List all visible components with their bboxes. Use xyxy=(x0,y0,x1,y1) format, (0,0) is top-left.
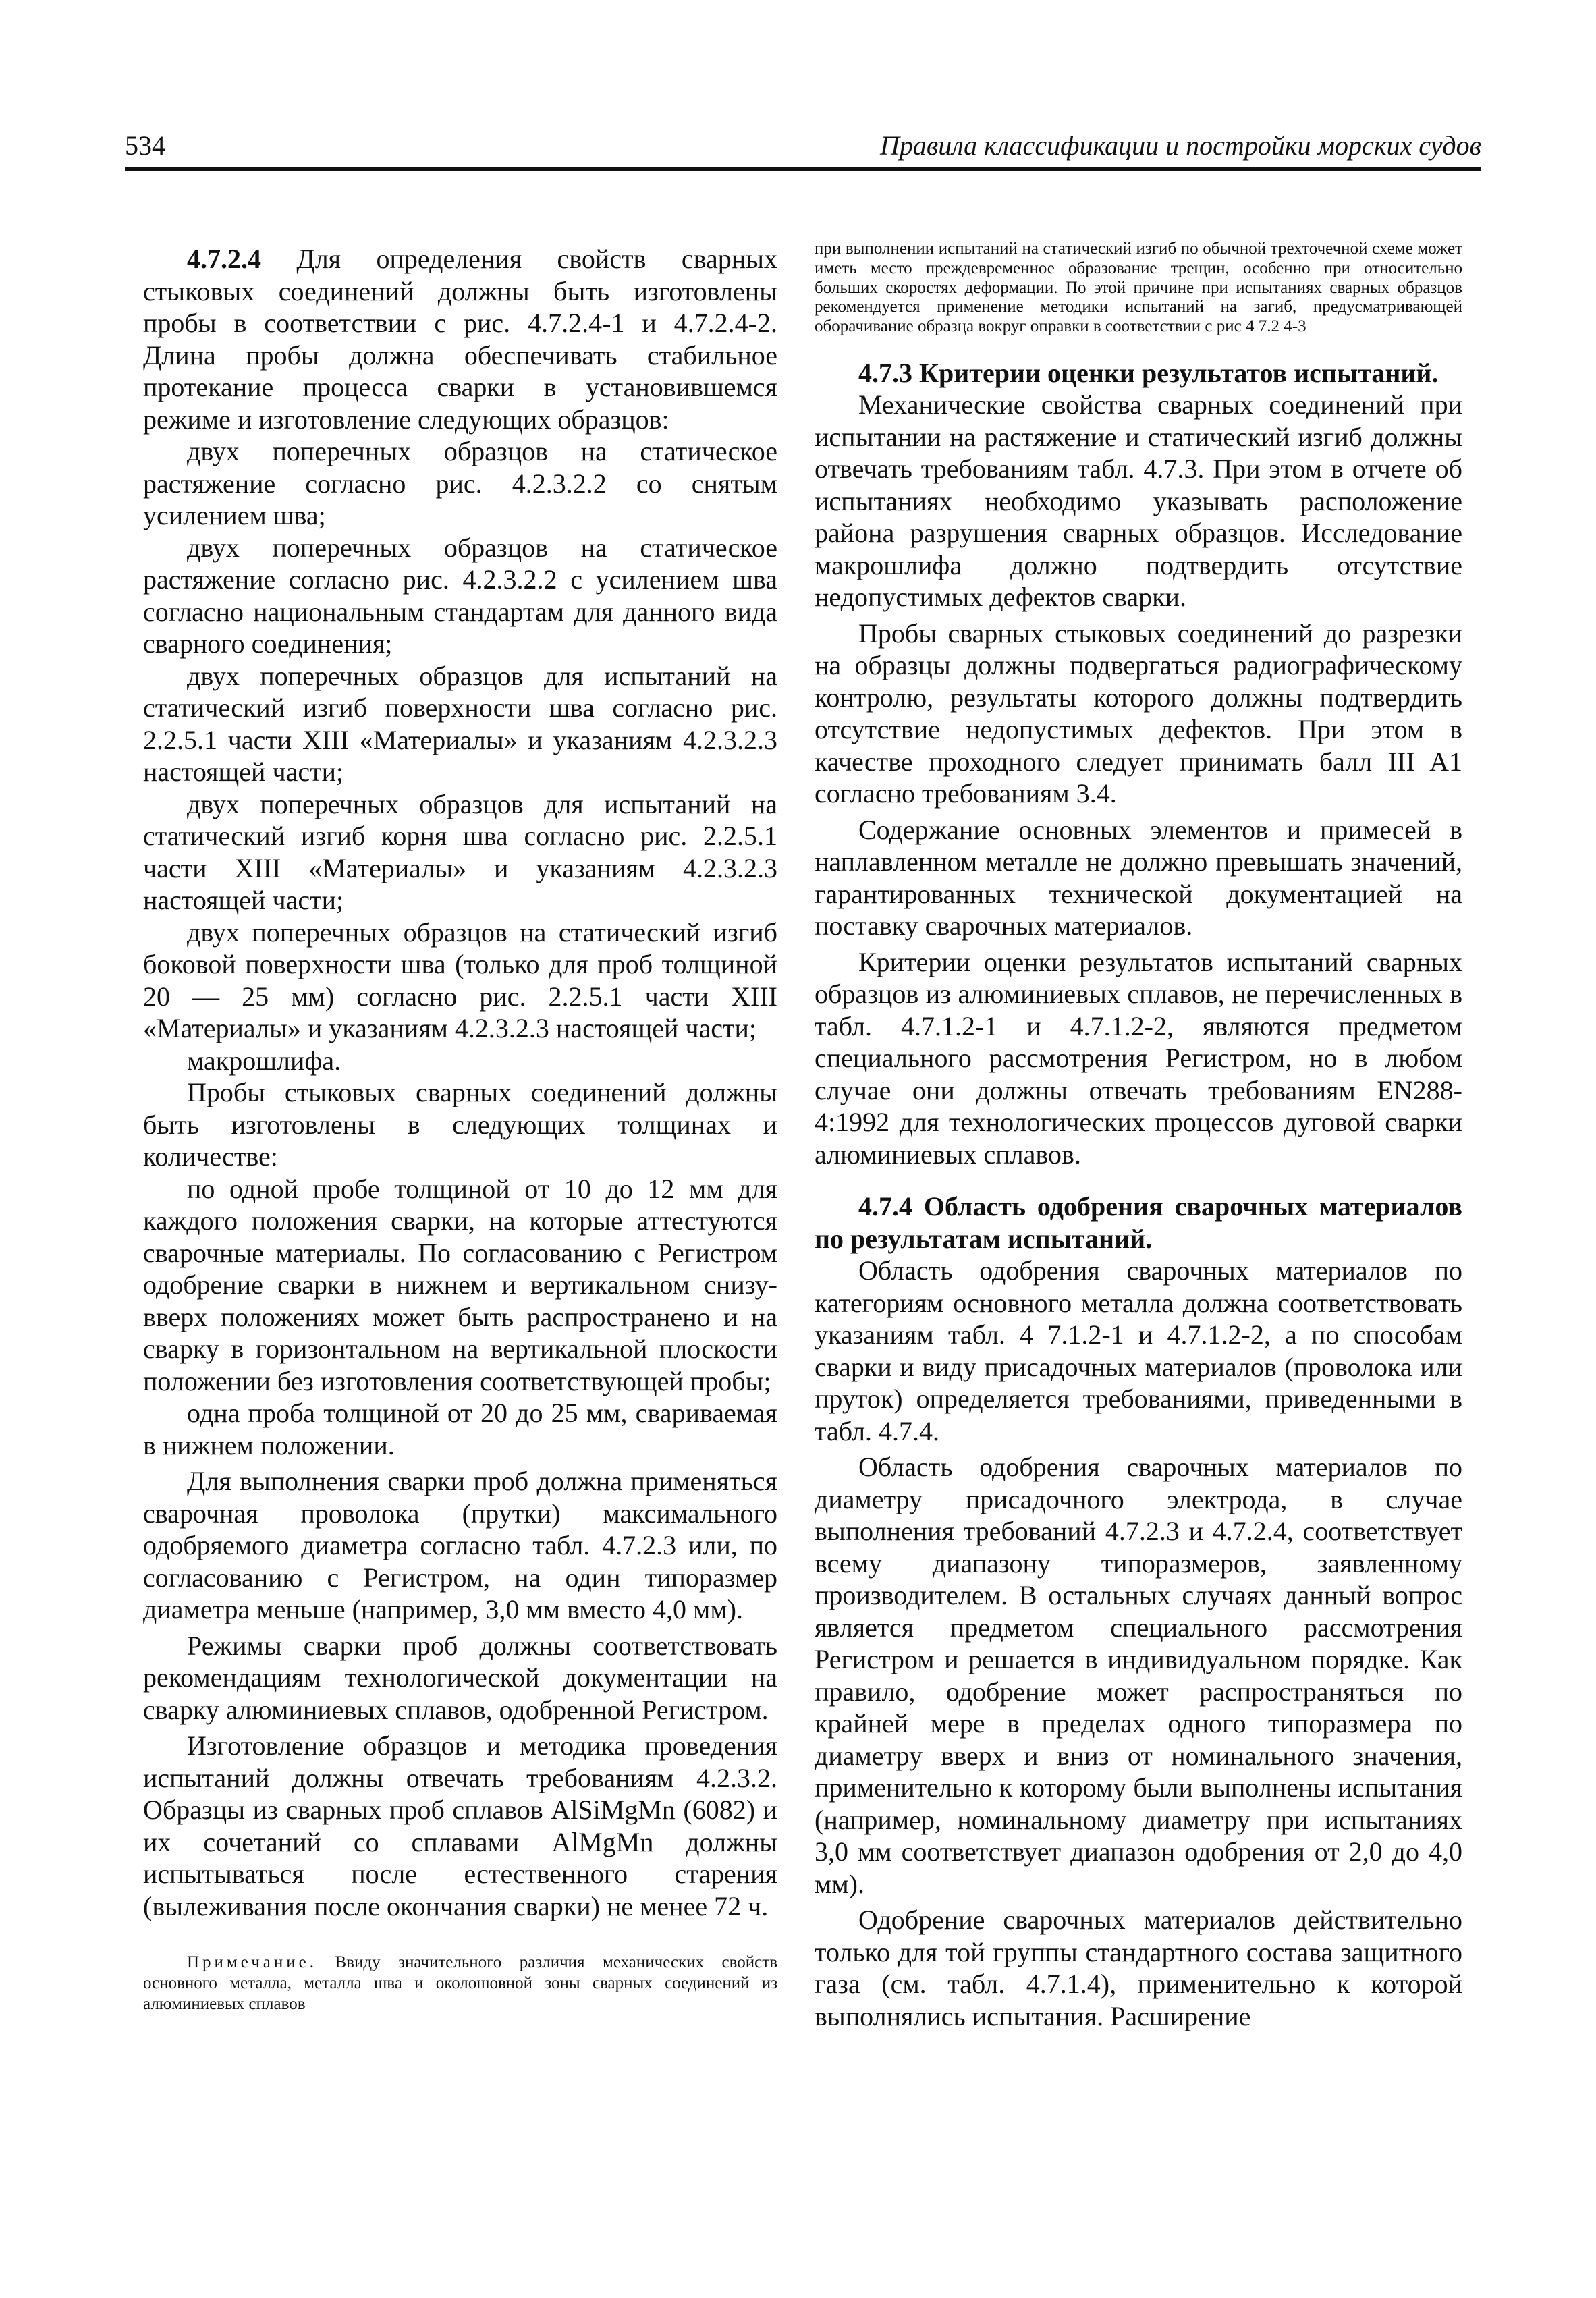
page-number: 534 xyxy=(125,130,165,161)
right-column xyxy=(815,240,1462,2032)
list-item: двух поперечных образцов на статическое растяжение согласно рис. 4.2.3.2.2 со снятым усилением шва; xyxy=(143,436,777,530)
paragraph: Одобрение сварочных материалов действительно только для той группы стандартного состава защитного газа (см. табл. 4.7.1.4), применительно к которой выполнялись испытания. Расширение xyxy=(815,1905,1462,2031)
paragraph: Содержание основных элементов и примесей в наплавленном металле не должно превышать значений, гарантированных технической документацией на поставку сварочных материалов. xyxy=(815,814,1462,941)
left-column xyxy=(143,243,777,2015)
paragraph: Изготовление образцов и методика проведения испытаний должны отвечать требованиям 4.2.3.2. Образцы из сварных проб сплавов AlSiMgMn (6082) и их сочетаний со сплавами AlMgMn должны испытываться после естественного старения (вылеживания после окончания сварки) не менее 72 ч. xyxy=(143,1730,777,1921)
paragraph: Режимы сварки проб должны соответствовать рекомендациям технологической документации на сварку алюминиевых сплавов, одобренной Регистром. xyxy=(143,1630,777,1725)
list-item: макрошлифа. xyxy=(187,1045,341,1076)
section-heading-4-7-4: 4.7.4 Область одобрения сварочных материалов по результатам испытаний. xyxy=(815,1191,1462,1254)
paragraph: Пробы стыковых сварных соединений должны быть изготовлены в следующих толщинах и количестве: xyxy=(143,1077,777,1172)
header-rule xyxy=(125,167,1481,171)
list-item: двух поперечных образцов для испытаний на статический изгиб корня шва согласно рис. 2.2.5.1 части XIII «Материалы» и указаниям 4.2.3.2.3 настоящей части; xyxy=(143,788,777,915)
section-number: 4.7.2.4 xyxy=(187,244,261,274)
paragraph: Область одобрения сварочных материалов по диаметру присадочного электрода, в случае выполнения требований 4.7.2.3 и 4.7.2.4, соответствует всему диапазону типоразмеров, заявленному производителем. В остальных случаях данный вопрос является предметом специального рассмотрения Регистром и решается в индивидуальном порядке. Как правило, одобрение может распространяться по крайней мере в пределах одного типоразмера по диаметру вверх и вниз от номинального значения, применительно к которому были выполнены испытания (например, номинальному диаметру при испытаниях 3,0 мм соответствует диапазон одобрения от 2,0 до 4,0 мм). xyxy=(815,1452,1462,1899)
list-item: двух поперечных образцов на статический изгиб боковой поверхности шва (только для проб толщиной 20 — 25 мм) согласно рис. 2.2.5.1 части XIII «Материалы» и указаниям 4.2.3.2.3 настоящей части; xyxy=(143,917,777,1043)
note-label: Примечание. xyxy=(187,1953,318,1971)
note-continuation: при выполнении испытаний на статический изгиб по обычной трехточечной схеме может иметь место преждевременное образование трещин, особенно при относительно больших скоростях деформации. По этой причине при испытаниях сварных образцов рекомендуется применение методики испытаний на загиб, предусматривающей оборачивание образца вокруг оправки в соответствии с рис 4 7.2 4-3 xyxy=(815,240,1462,336)
paragraph: Для выполнения сварки проб должна применяться сварочная проволока (прутки) максимального одобряемого диаметра согласно табл. 4.7.2.3 или, по согласованию с Регистром, на один типоразмер диаметра меньше (например, 3,0 мм вместо 4,0 мм). xyxy=(143,1466,777,1624)
note: Примечание. Ввиду значительного различия механических свойств основного металла, металла шва и околошовной зоны сварных соединений из алюминиевых сплавов xyxy=(143,1953,777,2013)
section-heading-4-7-3: 4.7.3 Критерии оценки результатов испытаний. xyxy=(858,357,1439,388)
paragraph: Пробы сварных стыковых соединений до разрезки на образцы должны подвергаться радиографическому контролю, результаты которого должны подтвердить отсутствие недопустимых дефектов. При этом в качестве проходного следует принимать балл III A1 согласно требованиям 3.4. xyxy=(815,618,1462,809)
running-title: Правила классификации и постройки морских судов xyxy=(879,130,1481,161)
list-item: одна проба толщиной от 20 до 25 мм, свариваемая в нижнем положении. xyxy=(143,1398,777,1460)
page-header xyxy=(125,130,1481,170)
paragraph-4-7-2-4: 4.7.2.4 Для определения свойств сварных стыковых соединений должны быть изготовлены пробы в соответствии с рис. 4.7.2.4-1 и 4.7.2.4-2. Длина пробы должна обеспечивать стабильное протекание процесса сварки в установившемся режиме и изготовление следующих образцов: xyxy=(143,244,777,435)
paragraph: Механические свойства сварных соединений при испытании на растяжение и статический изгиб должны отвечать требованиям табл. 4.7.3. При этом в отчете об испытаниях необходимо указывать расположение района разрушения сварных образцов. Исследование макрошлифа должно подтвердить отсутствие недопустимых дефектов сварки. xyxy=(815,389,1462,613)
list-item: по одной пробе толщиной от 10 до 12 мм для каждого положения сварки, на которые аттестуются сварочные материалы. По согласованию с Регистром одобрение сварки в нижнем и вертикальном снизу-вверх положениях может быть распространено и на сварку в горизонтальном на вертикальной плоскости положении без изготовления соответствующей пробы; xyxy=(143,1173,777,1396)
list-item: двух поперечных образцов для испытаний на статический изгиб поверхности шва согласно рис. 2.2.5.1 части XIII «Материалы» и указаниям 4.2.3.2.3 настоящей части; xyxy=(143,660,777,787)
list-item: двух поперечных образцов на статическое растяжение согласно рис. 4.2.3.2.2 с усилением шва согласно национальным стандартам для данного вида сварного соединения; xyxy=(143,532,777,659)
paragraph: Область одобрения сварочных материалов по категориям основного металла должна соответствовать указаниям табл. 4 7.1.2-1 и 4.7.1.2-2, а по способам сварки и виду присадочных материалов (проволока или пруток) определяется требованиями, приведенными в табл. 4.7.4. xyxy=(815,1255,1462,1446)
paragraph: Критерии оценки результатов испытаний сварных образцов из алюминиевых сплавов, не перечисленных в табл. 4.7.1.2-1 и 4.7.1.2-2, являются предметом специального рассмотрения Регистром, но в любом случае они должны отвечать требованиям EN288-4:1992 для технологических процессов дуговой сварки алюминиевых сплавов. xyxy=(815,946,1462,1170)
